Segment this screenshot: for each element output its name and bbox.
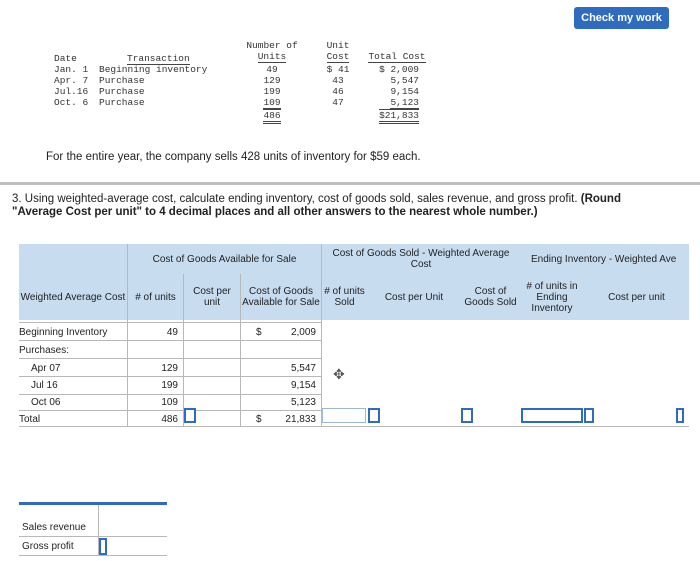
gross-profit-input[interactable] bbox=[99, 538, 107, 555]
header-unitcost-2: Cost bbox=[326, 51, 350, 62]
col-header-wa-cost: Weighted Average Cost bbox=[19, 274, 127, 320]
row-unit-cost: 43 bbox=[332, 75, 344, 86]
total-units: 486 bbox=[244, 110, 300, 121]
col-header-units: # of units bbox=[128, 274, 183, 320]
cost-per-unit-sold-input[interactable] bbox=[368, 408, 380, 423]
col-header-units-sold: # of units Sold bbox=[322, 274, 367, 320]
label-sales-revenue: Sales revenue bbox=[22, 522, 86, 533]
units-jul: 199 bbox=[161, 380, 178, 391]
cost-per-unit-total-input[interactable] bbox=[184, 408, 196, 423]
grid-line bbox=[183, 274, 184, 426]
divider bbox=[0, 182, 700, 185]
col-header-cost-per-unit: Cost per unit bbox=[184, 274, 240, 320]
header-units-1: Number of bbox=[246, 40, 298, 51]
row-units: 109 bbox=[263, 97, 281, 108]
grid-line bbox=[19, 410, 321, 411]
ending-inventory-input[interactable] bbox=[676, 408, 684, 423]
units-apr: 129 bbox=[161, 363, 178, 374]
currency-symbol: $ bbox=[256, 327, 262, 338]
grid-line bbox=[19, 555, 167, 556]
summary-border bbox=[19, 502, 167, 505]
row-label-apr: Apr 07 bbox=[31, 363, 61, 374]
header-units-2: Units bbox=[257, 51, 287, 62]
cost-jul: 9,154 bbox=[290, 380, 316, 391]
col-header-units-ending: # of units in Ending Inventory bbox=[521, 274, 583, 320]
header-date: Date bbox=[54, 53, 77, 64]
grid-line bbox=[19, 322, 321, 323]
grid-line bbox=[240, 274, 241, 426]
row-label-beginning: Beginning Inventory bbox=[19, 327, 108, 338]
units-sold-input[interactable] bbox=[322, 408, 366, 423]
grid-line bbox=[19, 394, 321, 395]
row-unit-cost: 47 bbox=[332, 97, 344, 108]
cost-per-unit-ending-input[interactable] bbox=[584, 408, 594, 423]
label-gross-profit: Gross profit bbox=[22, 541, 74, 552]
header-transaction: Transaction bbox=[127, 53, 190, 64]
question-text: 3. Using weighted-average cost, calculate ending inventory, cost of goods sold, sales revenue, and gross profit. (Round "Average Cost per unit" to 4 decimal places and all other answers to the nearest whole number.) bbox=[12, 193, 621, 218]
grid-line bbox=[19, 376, 321, 377]
col-header-cost-per-unit-sold: Cost per Unit bbox=[368, 274, 460, 320]
row-total-cost: $ 2,009 bbox=[379, 64, 419, 75]
grid-line bbox=[19, 536, 167, 537]
group-header-ending: Ending Inventory - Weighted Ave bbox=[521, 244, 689, 274]
group-header-cogs: Cost of Goods Sold - Weighted Average Cost bbox=[322, 244, 520, 274]
row-label-jul: Jul 16 bbox=[31, 380, 58, 391]
cursor-icon: ✥ bbox=[333, 366, 345, 382]
units-beginning: 49 bbox=[166, 327, 178, 338]
col-header-cost-per-unit-ending: Cost per unit bbox=[584, 274, 689, 320]
cost-total: 21,833 bbox=[285, 414, 316, 425]
grid-line bbox=[19, 426, 689, 427]
group-header-available: Cost of Goods Available for Sale bbox=[128, 244, 321, 274]
currency-symbol: $ bbox=[256, 414, 262, 425]
row-date: Jan. 1 bbox=[54, 64, 89, 75]
units-ending-input[interactable] bbox=[521, 408, 583, 423]
row-transaction: Beginning inventory bbox=[99, 64, 208, 75]
row-units: 129 bbox=[263, 75, 281, 86]
grid-line bbox=[19, 358, 321, 359]
sales-statement: For the entire year, the company sells 428 units of inventory for $59 each. bbox=[46, 151, 421, 163]
units-total: 486 bbox=[161, 414, 178, 425]
total-cost: $21,833 bbox=[364, 110, 419, 121]
header-total-cost: Total Cost bbox=[368, 51, 426, 62]
row-transaction: Purchase bbox=[99, 75, 145, 86]
row-total-cost: 9,154 bbox=[390, 86, 419, 97]
row-label-purchases: Purchases: bbox=[19, 345, 70, 356]
grid-line bbox=[321, 244, 322, 426]
row-date: Apr. 7 bbox=[54, 75, 89, 86]
header-unitcost-1: Unit bbox=[326, 40, 350, 51]
row-total-cost: 5,547 bbox=[390, 75, 419, 86]
grid-line bbox=[19, 340, 321, 341]
row-transaction: Purchase bbox=[99, 97, 145, 108]
row-unit-cost: $ 41 bbox=[326, 64, 350, 75]
row-units: 49 bbox=[266, 64, 278, 75]
col-header-cogas: Cost of Goods Available for Sale bbox=[241, 274, 321, 320]
row-transaction: Purchase bbox=[99, 86, 145, 97]
row-units: 199 bbox=[263, 86, 281, 97]
row-date: Jul.16 bbox=[54, 86, 89, 97]
cost-oct: 5,123 bbox=[290, 397, 316, 408]
cogs-input[interactable] bbox=[461, 408, 473, 423]
units-oct: 109 bbox=[161, 397, 178, 408]
cost-apr: 5,547 bbox=[290, 363, 316, 374]
row-date: Oct. 6 bbox=[54, 97, 89, 108]
row-label-total: Total bbox=[19, 414, 41, 425]
cost-beginning: 2,009 bbox=[290, 327, 316, 338]
col-header-cogs: Cost of Goods Sold bbox=[461, 274, 520, 320]
row-unit-cost: 46 bbox=[332, 86, 344, 97]
row-label-oct: Oct 06 bbox=[31, 397, 61, 408]
row-total-cost: 5,123 bbox=[390, 97, 419, 108]
check-my-work-button[interactable]: Check my work bbox=[574, 7, 669, 29]
